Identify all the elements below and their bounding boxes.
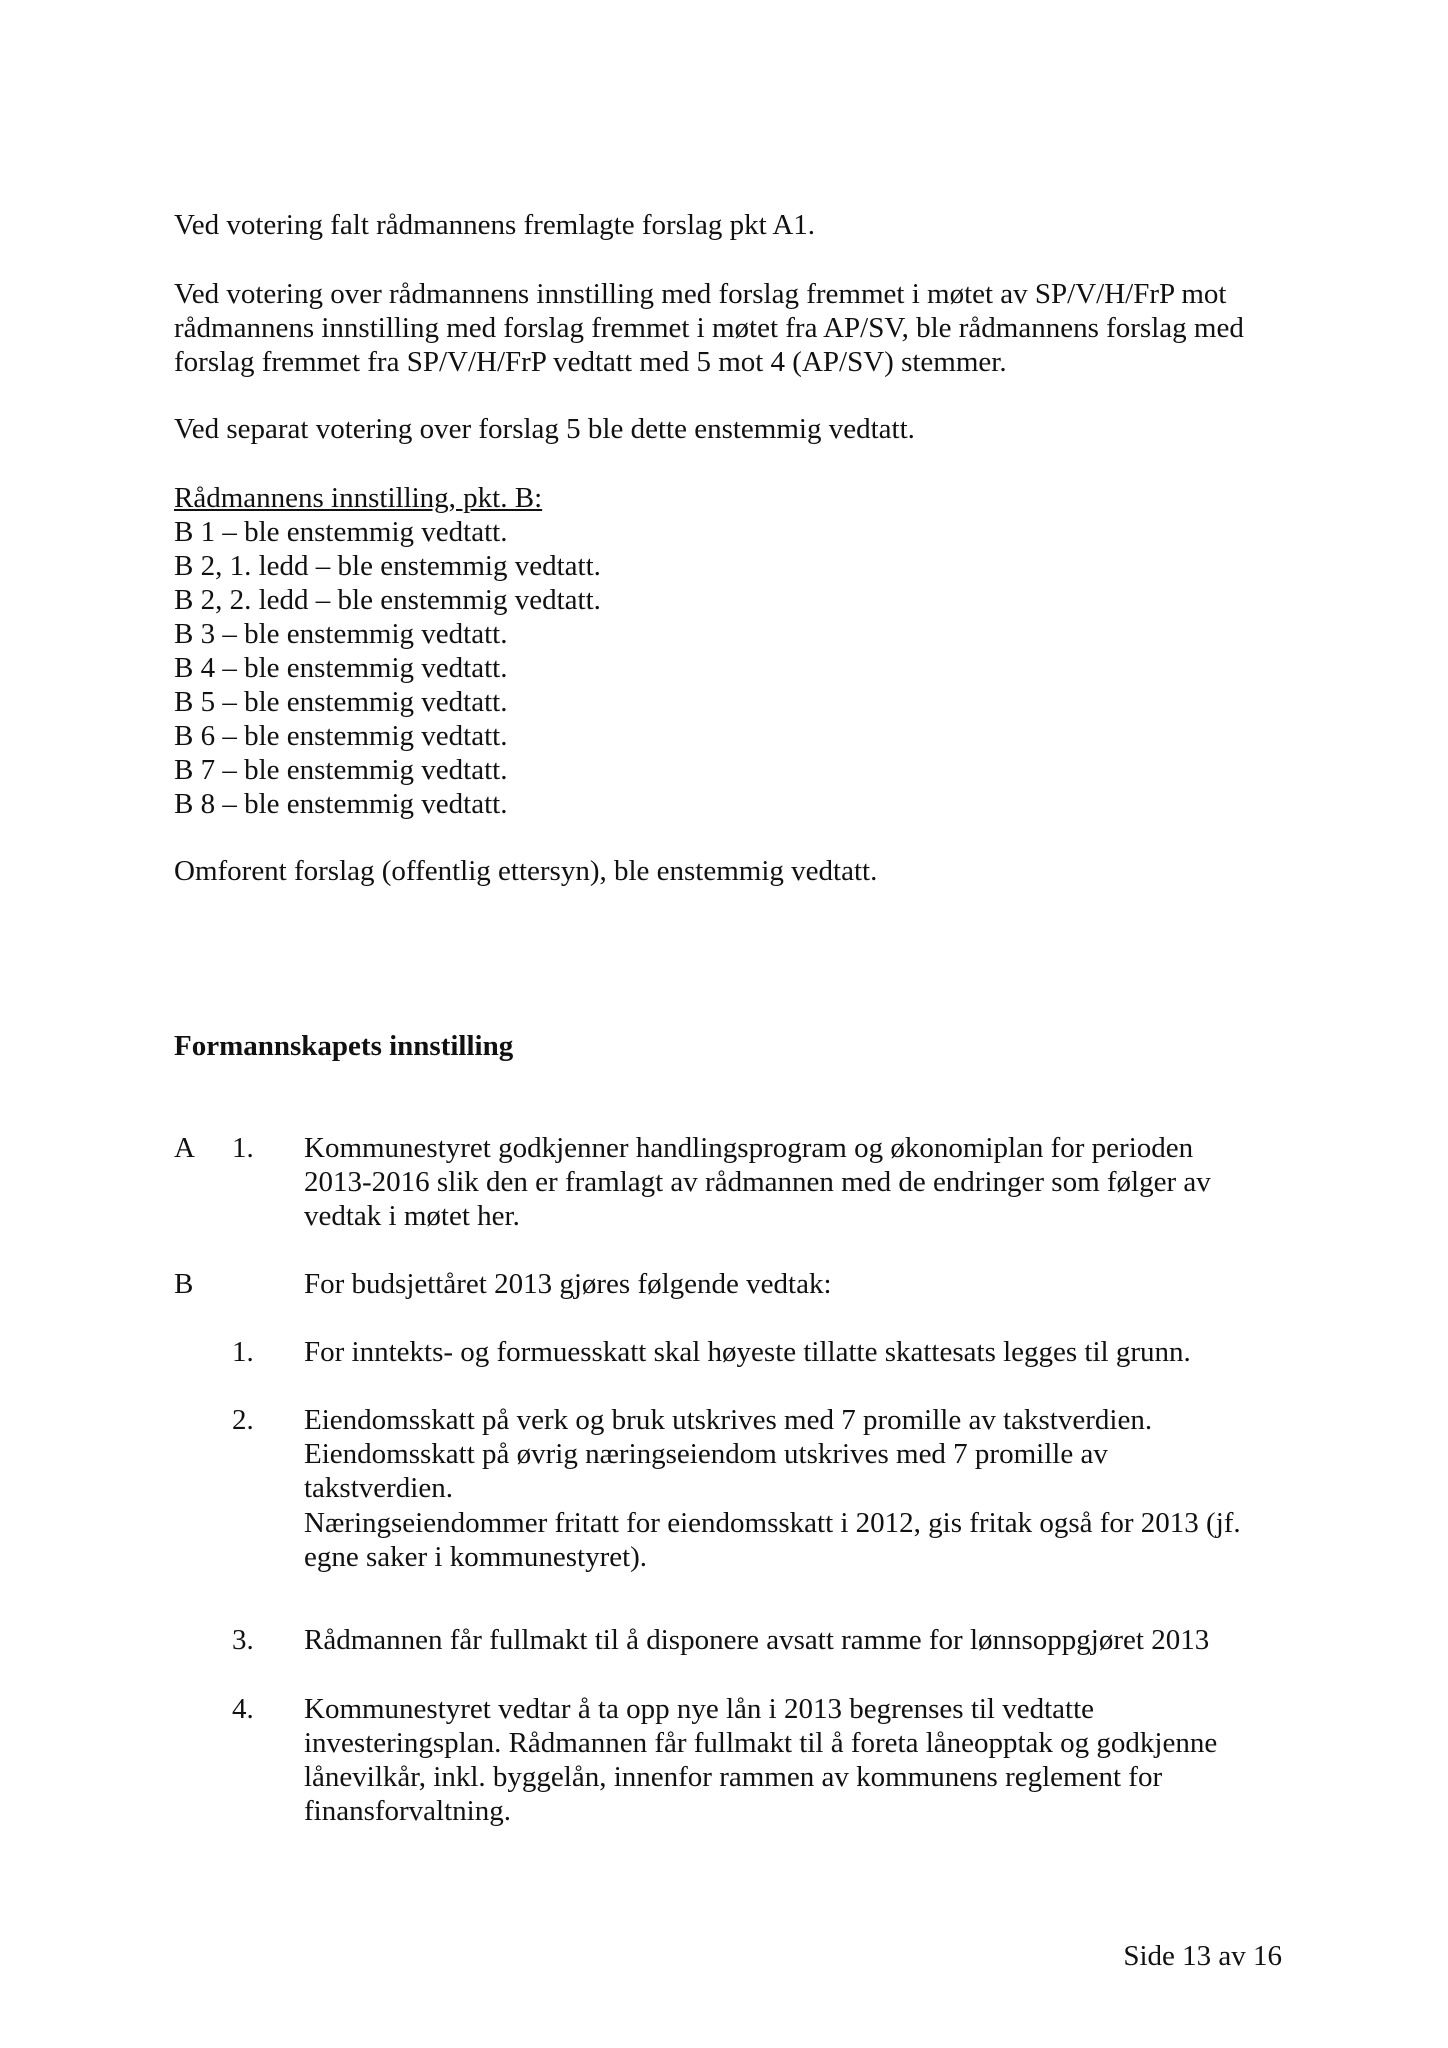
paragraph-votering-a1: Ved votering falt rådmannens fremlagte forslag pkt A1. xyxy=(174,209,816,241)
item-a1-text xyxy=(304,1131,1304,1233)
item-number: 1. xyxy=(232,1336,254,1368)
item-line: Eiendomsskatt på verk og bruk utskrives med 7 promille av takstverdien. xyxy=(304,1404,1153,1436)
item-line: investeringsplan. Rådmannen får fullmakt til å foreta låneopptak og godkjenne xyxy=(304,1727,1218,1759)
section-letter-b: B xyxy=(174,1268,194,1300)
innstilling-b-section xyxy=(174,481,1294,821)
item-line: takstverdien. xyxy=(304,1472,453,1504)
item-line: Næringseiendommer fritatt for eiendomsskatt i 2012, gis fritak også for 2013 (jf. xyxy=(304,1507,1241,1539)
item-number: 1. xyxy=(232,1132,254,1164)
paragraph-line: forslag fremmet fra SP/V/H/FrP vedtatt med 5 mot 4 (AP/SV) stemmer. xyxy=(174,346,1007,378)
vote-line: B 5 – ble enstemmig vedtatt. xyxy=(174,686,508,718)
vote-line: B 1 – ble enstemmig vedtatt. xyxy=(174,516,508,548)
item-number: 4. xyxy=(232,1693,254,1725)
paragraph-line: rådmannens innstilling med forslag fremmet i møtet fra AP/SV, ble rådmannens forslag med xyxy=(174,312,1244,344)
vote-line: B 7 – ble enstemmig vedtatt. xyxy=(174,754,508,786)
vote-line: B 8 – ble enstemmig vedtatt. xyxy=(174,788,508,820)
item-b4-text xyxy=(304,1692,1304,1828)
formannskap-heading: Formannskapets innstilling xyxy=(174,1030,514,1062)
vote-line: B 2, 2. ledd – ble enstemmig vedtatt. xyxy=(174,584,601,616)
innstilling-b-heading: Rådmannens innstilling, pkt. B: xyxy=(174,482,543,514)
paragraph-line: Ved votering over rådmannens innstilling med forslag fremmet i møtet av SP/V/H/FrP mot xyxy=(174,278,1227,310)
item-b3-text: Rådmannen får fullmakt til å disponere avsatt ramme for lønnsoppgjøret 2013 xyxy=(304,1624,1210,1656)
paragraph-separat-votering: Ved separat votering over forslag 5 ble dette enstemmig vedtatt. xyxy=(174,413,915,445)
vote-line: B 2, 1. ledd – ble enstemmig vedtatt. xyxy=(174,550,601,582)
item-line: vedtak i møtet her. xyxy=(304,1200,520,1232)
item-line: Eiendomsskatt på øvrig næringseiendom utskrives med 7 promille av xyxy=(304,1438,1108,1470)
item-number: 3. xyxy=(232,1624,254,1656)
item-line: finansforvaltning. xyxy=(304,1795,511,1827)
item-number: 2. xyxy=(232,1404,254,1436)
item-line: egne saker i kommunestyret). xyxy=(304,1541,648,1573)
item-line: 2013-2016 slik den er framlagt av rådmannen med de endringer som følger av xyxy=(304,1166,1211,1198)
item-b-intro: For budsjettåret 2013 gjøres følgende vedtak: xyxy=(304,1268,832,1300)
item-line: lånevilkår, inkl. byggelån, innenfor rammen av kommunens reglement for xyxy=(304,1761,1163,1793)
item-line: Kommunestyret vedtar å ta opp nye lån i 2013 begrenses til vedtatte xyxy=(304,1693,1095,1725)
paragraph-omforent: Omforent forslag (offentlig ettersyn), ble enstemmig vedtatt. xyxy=(174,855,878,887)
vote-line: B 4 – ble enstemmig vedtatt. xyxy=(174,652,508,684)
paragraph-votering-innstilling xyxy=(174,277,1294,379)
page-number: Side 13 av 16 xyxy=(1123,1940,1282,1972)
item-b2-text xyxy=(304,1403,1304,1505)
item-line: Kommunestyret godkjenner handlingsprogram og økonomiplan for perioden xyxy=(304,1132,1194,1164)
item-b2-extra xyxy=(304,1506,1304,1574)
vote-line: B 6 – ble enstemmig vedtatt. xyxy=(174,720,508,752)
vote-line: B 3 – ble enstemmig vedtatt. xyxy=(174,618,508,650)
section-letter-a: A xyxy=(174,1132,195,1164)
item-b1-text: For inntekts- og formuesskatt skal høyeste tillatte skattesats legges til grunn. xyxy=(304,1336,1191,1368)
